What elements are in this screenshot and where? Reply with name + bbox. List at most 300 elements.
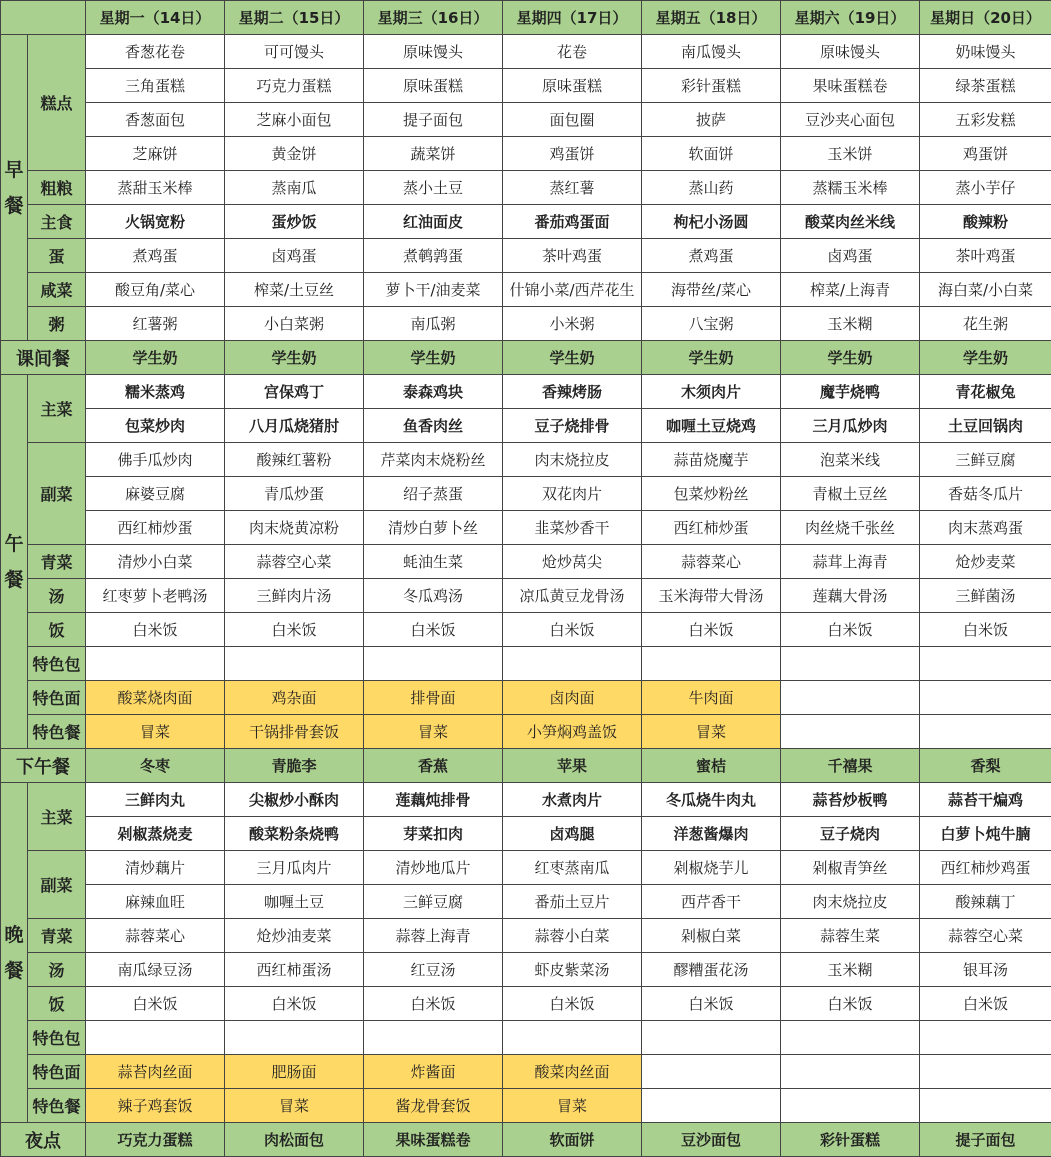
menu-cell: 蒜蓉生菜 xyxy=(781,919,920,953)
menu-cell: 果味蛋糕卷 xyxy=(364,1123,503,1157)
menu-cell: 海带丝/菜心 xyxy=(642,273,781,307)
day-header: 星期日（20日） xyxy=(920,1,1051,35)
menu-cell: 尖椒炒小酥肉 xyxy=(225,783,364,817)
menu-cell: 魔芋烧鸭 xyxy=(781,375,920,409)
menu-cell: 蒸小芋仔 xyxy=(920,171,1051,205)
menu-cell: 白米饭 xyxy=(781,987,920,1021)
menu-cell: 西红柿炒鸡蛋 xyxy=(920,851,1051,885)
menu-cell: 南瓜馒头 xyxy=(642,35,781,69)
menu-cell: 芝麻饼 xyxy=(86,137,225,171)
menu-cell: 奶味馒头 xyxy=(920,35,1051,69)
lunch-row xyxy=(1,647,1051,681)
menu-cell: 蒜蓉空心菜 xyxy=(225,545,364,579)
menu-cell: 咖喱土豆 xyxy=(225,885,364,919)
category-label: 特色餐 xyxy=(28,715,86,749)
empty-cell xyxy=(642,1021,781,1055)
menu-cell: 冒菜 xyxy=(364,715,503,749)
menu-cell: 白米饭 xyxy=(920,987,1051,1021)
menu-cell: 干锅排骨套饭 xyxy=(225,715,364,749)
menu-cell: 蒜蓉菜心 xyxy=(86,919,225,953)
menu-cell: 玉米海带大骨汤 xyxy=(642,579,781,613)
menu-cell: 学生奶 xyxy=(364,341,503,375)
meal-label: 夜点 xyxy=(1,1123,86,1157)
menu-cell: 红枣萝卜老鸭汤 xyxy=(86,579,225,613)
menu-cell: 原味馒头 xyxy=(364,35,503,69)
menu-cell: 包菜炒粉丝 xyxy=(642,477,781,511)
menu-cell: 白米饭 xyxy=(781,613,920,647)
meal-label xyxy=(1,375,28,749)
menu-cell: 鱼香肉丝 xyxy=(364,409,503,443)
category-label: 青菜 xyxy=(28,919,86,953)
meal-label-char: 午 xyxy=(4,532,24,555)
menu-cell: 肉末烧黄凉粉 xyxy=(225,511,364,545)
dinner-row xyxy=(1,987,1051,1021)
menu-cell: 洋葱酱爆肉 xyxy=(642,817,781,851)
menu-cell: 韭菜炒香干 xyxy=(503,511,642,545)
menu-cell: 凉瓜黄豆龙骨汤 xyxy=(503,579,642,613)
breakfast-row xyxy=(1,239,1051,273)
category-label: 特色包 xyxy=(28,1021,86,1055)
menu-cell: 蒜蓉空心菜 xyxy=(920,919,1051,953)
menu-cell: 榨菜/上海青 xyxy=(781,273,920,307)
menu-cell: 红枣蒸南瓜 xyxy=(503,851,642,885)
kejian-row xyxy=(1,341,1051,375)
menu-cell: 香蕉 xyxy=(364,749,503,783)
menu-cell: 原味蛋糕 xyxy=(364,69,503,103)
menu-cell: 三鲜豆腐 xyxy=(920,443,1051,477)
menu-cell: 红油面皮 xyxy=(364,205,503,239)
menu-cell: 白米饭 xyxy=(503,987,642,1021)
menu-cell: 茶叶鸡蛋 xyxy=(503,239,642,273)
menu-cell: 蒜苔炒板鸭 xyxy=(781,783,920,817)
menu-cell: 剁椒青笋丝 xyxy=(781,851,920,885)
menu-cell: 彩针蛋糕 xyxy=(642,69,781,103)
category-label: 咸菜 xyxy=(28,273,86,307)
lunch-row xyxy=(1,715,1051,749)
menu-cell: 蒜苔干煸鸡 xyxy=(920,783,1051,817)
empty-cell xyxy=(503,1021,642,1055)
menu-cell: 泰森鸡块 xyxy=(364,375,503,409)
empty-cell xyxy=(86,647,225,681)
menu-cell: 酸菜肉丝米线 xyxy=(781,205,920,239)
menu-cell: 西芹香干 xyxy=(642,885,781,919)
menu-cell: 提子面包 xyxy=(920,1123,1051,1157)
menu-cell: 宫保鸡丁 xyxy=(225,375,364,409)
menu-cell: 萝卜干/油麦菜 xyxy=(364,273,503,307)
menu-cell: 青瓜炒蛋 xyxy=(225,477,364,511)
menu-cell: 冒菜 xyxy=(225,1089,364,1123)
menu-cell: 蒜苔肉丝面 xyxy=(86,1055,225,1089)
menu-cell: 花卷 xyxy=(503,35,642,69)
menu-cell: 冬瓜鸡汤 xyxy=(364,579,503,613)
menu-cell: 西红柿蛋汤 xyxy=(225,953,364,987)
header-row xyxy=(1,1,1051,35)
category-label: 主菜 xyxy=(28,783,86,851)
menu-cell: 麻婆豆腐 xyxy=(86,477,225,511)
menu-cell: 蒜苗烧魔芋 xyxy=(642,443,781,477)
menu-cell: 鸡蛋饼 xyxy=(920,137,1051,171)
dinner-row xyxy=(1,1055,1051,1089)
menu-cell: 蚝油生菜 xyxy=(364,545,503,579)
menu-cell: 肉松面包 xyxy=(225,1123,364,1157)
menu-cell: 小米粥 xyxy=(503,307,642,341)
menu-cell: 豆子烧排骨 xyxy=(503,409,642,443)
menu-cell: 芽菜扣肉 xyxy=(364,817,503,851)
menu-cell: 白米饭 xyxy=(225,613,364,647)
menu-cell: 千禧果 xyxy=(781,749,920,783)
lunch-row xyxy=(1,681,1051,715)
dinner-row xyxy=(1,817,1051,851)
menu-cell: 枸杞小汤圆 xyxy=(642,205,781,239)
menu-cell: 酸菜粉条烧鸭 xyxy=(225,817,364,851)
day-header: 星期五（18日） xyxy=(642,1,781,35)
breakfast-row xyxy=(1,307,1051,341)
menu-cell: 香葱面包 xyxy=(86,103,225,137)
category-label: 糕点 xyxy=(28,35,86,171)
menu-cell: 巧克力蛋糕 xyxy=(225,69,364,103)
menu-cell: 酱龙骨套饭 xyxy=(364,1089,503,1123)
menu-cell: 西红柿炒蛋 xyxy=(86,511,225,545)
menu-cell: 清炒小白菜 xyxy=(86,545,225,579)
menu-cell: 巧克力蛋糕 xyxy=(86,1123,225,1157)
day-header: 星期三（16日） xyxy=(364,1,503,35)
menu-cell: 三月瓜炒肉 xyxy=(781,409,920,443)
lunch-row xyxy=(1,545,1051,579)
menu-cell: 蒜蓉菜心 xyxy=(642,545,781,579)
day-header: 星期二（15日） xyxy=(225,1,364,35)
menu-cell: 八宝粥 xyxy=(642,307,781,341)
menu-cell: 莲藕炖排骨 xyxy=(364,783,503,817)
menu-cell: 蒜蓉小白菜 xyxy=(503,919,642,953)
menu-cell: 酸菜肉丝面 xyxy=(503,1055,642,1089)
menu-cell: 提子面包 xyxy=(364,103,503,137)
dinner-row xyxy=(1,885,1051,919)
meal-label-char: 餐 xyxy=(4,959,24,982)
meal-label-char: 餐 xyxy=(4,568,24,591)
category-label: 蛋 xyxy=(28,239,86,273)
category-label: 汤 xyxy=(28,579,86,613)
empty-cell xyxy=(781,715,920,749)
menu-cell: 豆子烧肉 xyxy=(781,817,920,851)
breakfast-row xyxy=(1,273,1051,307)
menu-cell: 清炒地瓜片 xyxy=(364,851,503,885)
menu-cell: 面包圈 xyxy=(503,103,642,137)
menu-cell: 清炒白萝卜丝 xyxy=(364,511,503,545)
lunch-row xyxy=(1,477,1051,511)
empty-cell xyxy=(920,715,1051,749)
menu-cell: 玉米糊 xyxy=(781,307,920,341)
dinner-row xyxy=(1,953,1051,987)
menu-cell: 三鲜肉片汤 xyxy=(225,579,364,613)
category-label: 粗粮 xyxy=(28,171,86,205)
menu-cell: 芝麻小面包 xyxy=(225,103,364,137)
menu-cell: 学生奶 xyxy=(642,341,781,375)
menu-cell: 鸡杂面 xyxy=(225,681,364,715)
menu-cell: 披萨 xyxy=(642,103,781,137)
empty-cell xyxy=(642,1055,781,1089)
lunch-row xyxy=(1,375,1051,409)
menu-cell: 包菜炒肉 xyxy=(86,409,225,443)
menu-cell: 清炒藕片 xyxy=(86,851,225,885)
meal-label xyxy=(1,35,28,341)
menu-cell: 三鲜肉丸 xyxy=(86,783,225,817)
menu-cell: 麻辣血旺 xyxy=(86,885,225,919)
category-label: 饭 xyxy=(28,987,86,1021)
breakfast-row xyxy=(1,171,1051,205)
menu-cell: 三鲜豆腐 xyxy=(364,885,503,919)
breakfast-row xyxy=(1,137,1051,171)
menu-cell: 蒸小土豆 xyxy=(364,171,503,205)
menu-cell: 西红柿炒蛋 xyxy=(642,511,781,545)
menu-cell: 蛋炒饭 xyxy=(225,205,364,239)
category-label: 副菜 xyxy=(28,851,86,919)
menu-cell: 肉末烧拉皮 xyxy=(503,443,642,477)
menu-cell: 白米饭 xyxy=(364,987,503,1021)
menu-cell: 彩针蛋糕 xyxy=(781,1123,920,1157)
menu-cell: 青椒土豆丝 xyxy=(781,477,920,511)
lunch-row xyxy=(1,443,1051,477)
menu-cell: 学生奶 xyxy=(225,341,364,375)
empty-cell xyxy=(503,647,642,681)
menu-cell: 白萝卜炖牛腩 xyxy=(920,817,1051,851)
empty-cell xyxy=(781,1055,920,1089)
menu-cell: 肉末蒸鸡蛋 xyxy=(920,511,1051,545)
menu-cell: 卤鸡蛋 xyxy=(225,239,364,273)
category-label: 特色面 xyxy=(28,681,86,715)
menu-cell: 小白菜粥 xyxy=(225,307,364,341)
menu-cell: 豆沙面包 xyxy=(642,1123,781,1157)
menu-cell: 鸡蛋饼 xyxy=(503,137,642,171)
menu-cell: 香菇冬瓜片 xyxy=(920,477,1051,511)
menu-cell: 红薯粥 xyxy=(86,307,225,341)
empty-cell xyxy=(920,647,1051,681)
category-label: 主菜 xyxy=(28,375,86,443)
menu-cell: 苹果 xyxy=(503,749,642,783)
menu-cell: 白米饭 xyxy=(364,613,503,647)
menu-cell: 白米饭 xyxy=(225,987,364,1021)
category-label: 青菜 xyxy=(28,545,86,579)
menu-cell: 蒜茸上海青 xyxy=(781,545,920,579)
lunch-row xyxy=(1,613,1051,647)
empty-cell xyxy=(364,1021,503,1055)
menu-cell: 三月瓜肉片 xyxy=(225,851,364,885)
menu-cell: 酸辣藕丁 xyxy=(920,885,1051,919)
meal-label: 课间餐 xyxy=(1,341,86,375)
category-label: 饭 xyxy=(28,613,86,647)
menu-cell: 蒸糯玉米棒 xyxy=(781,171,920,205)
menu-cell: 酸豆角/菜心 xyxy=(86,273,225,307)
menu-cell: 酸辣红薯粉 xyxy=(225,443,364,477)
breakfast-row xyxy=(1,35,1051,69)
menu-cell: 炝炒油麦菜 xyxy=(225,919,364,953)
menu-cell: 剁椒蒸烧麦 xyxy=(86,817,225,851)
category-label: 粥 xyxy=(28,307,86,341)
menu-cell: 莲藕大骨汤 xyxy=(781,579,920,613)
menu-cell: 蒜蓉上海青 xyxy=(364,919,503,953)
empty-cell xyxy=(225,1021,364,1055)
category-label: 特色餐 xyxy=(28,1089,86,1123)
menu-cell: 火锅宽粉 xyxy=(86,205,225,239)
menu-cell: 绍子蒸蛋 xyxy=(364,477,503,511)
menu-cell: 冒菜 xyxy=(642,715,781,749)
menu-cell: 什锦小菜/西芹花生 xyxy=(503,273,642,307)
breakfast-row xyxy=(1,69,1051,103)
empty-cell xyxy=(781,647,920,681)
menu-cell: 白米饭 xyxy=(642,613,781,647)
empty-cell xyxy=(920,1089,1051,1123)
menu-cell: 土豆回锅肉 xyxy=(920,409,1051,443)
meal-label xyxy=(1,783,28,1123)
menu-cell: 蒸南瓜 xyxy=(225,171,364,205)
empty-cell xyxy=(364,647,503,681)
empty-cell xyxy=(642,647,781,681)
breakfast-row xyxy=(1,205,1051,239)
menu-cell: 白米饭 xyxy=(503,613,642,647)
category-label: 汤 xyxy=(28,953,86,987)
menu-cell: 原味馒头 xyxy=(781,35,920,69)
menu-cell: 软面饼 xyxy=(503,1123,642,1157)
menu-cell: 酸辣粉 xyxy=(920,205,1051,239)
lunch-row xyxy=(1,579,1051,613)
menu-cell: 蒸甜玉米棒 xyxy=(86,171,225,205)
menu-cell: 白米饭 xyxy=(86,987,225,1021)
menu-cell: 肥肠面 xyxy=(225,1055,364,1089)
empty-cell xyxy=(920,1021,1051,1055)
menu-cell: 蔬菜饼 xyxy=(364,137,503,171)
menu-cell: 蜜桔 xyxy=(642,749,781,783)
menu-cell: 果味蛋糕卷 xyxy=(781,69,920,103)
meal-label-char: 早 xyxy=(4,158,24,181)
menu-cell: 酸菜烧肉面 xyxy=(86,681,225,715)
menu-cell: 冒菜 xyxy=(86,715,225,749)
menu-cell: 玉米饼 xyxy=(781,137,920,171)
menu-cell: 黄金饼 xyxy=(225,137,364,171)
dinner-row xyxy=(1,783,1051,817)
menu-cell: 木须肉片 xyxy=(642,375,781,409)
empty-cell xyxy=(225,647,364,681)
menu-cell: 红豆汤 xyxy=(364,953,503,987)
menu-cell: 煮鸡蛋 xyxy=(86,239,225,273)
menu-cell: 白米饭 xyxy=(86,613,225,647)
menu-cell: 糯米蒸鸡 xyxy=(86,375,225,409)
menu-cell: 番茄土豆片 xyxy=(503,885,642,919)
menu-cell: 煮鸡蛋 xyxy=(642,239,781,273)
menu-cell: 泡菜米线 xyxy=(781,443,920,477)
menu-cell: 番茄鸡蛋面 xyxy=(503,205,642,239)
menu-cell: 豆沙夹心面包 xyxy=(781,103,920,137)
menu-cell: 香辣烤肠 xyxy=(503,375,642,409)
menu-cell: 榨菜/土豆丝 xyxy=(225,273,364,307)
category-label: 特色面 xyxy=(28,1055,86,1089)
menu-cell: 花生粥 xyxy=(920,307,1051,341)
menu-cell: 白米饭 xyxy=(920,613,1051,647)
menu-cell: 醪糟蛋花汤 xyxy=(642,953,781,987)
empty-cell xyxy=(781,681,920,715)
menu-cell: 玉米糊 xyxy=(781,953,920,987)
menu-cell: 炸酱面 xyxy=(364,1055,503,1089)
empty-cell xyxy=(781,1089,920,1123)
dinner-row xyxy=(1,919,1051,953)
dinner-row xyxy=(1,1021,1051,1055)
menu-cell: 银耳汤 xyxy=(920,953,1051,987)
menu-cell: 学生奶 xyxy=(781,341,920,375)
empty-cell xyxy=(920,1055,1051,1089)
menu-cell: 炝炒麦菜 xyxy=(920,545,1051,579)
breakfast-row xyxy=(1,103,1051,137)
dinner-row xyxy=(1,1089,1051,1123)
empty-cell xyxy=(86,1021,225,1055)
menu-cell: 学生奶 xyxy=(86,341,225,375)
meal-label: 下午餐 xyxy=(1,749,86,783)
menu-cell: 白米饭 xyxy=(642,987,781,1021)
menu-cell: 炝炒莴尖 xyxy=(503,545,642,579)
menu-cell: 卤鸡腿 xyxy=(503,817,642,851)
day-header: 星期六（19日） xyxy=(781,1,920,35)
menu-cell: 青脆李 xyxy=(225,749,364,783)
menu-cell: 八月瓜烧猪肘 xyxy=(225,409,364,443)
menu-cell: 水煮肉片 xyxy=(503,783,642,817)
menu-cell: 卤肉面 xyxy=(503,681,642,715)
menu-cell: 剁椒白菜 xyxy=(642,919,781,953)
menu-cell: 五彩发糕 xyxy=(920,103,1051,137)
menu-cell: 学生奶 xyxy=(503,341,642,375)
empty-cell xyxy=(642,1089,781,1123)
menu-cell: 双花肉片 xyxy=(503,477,642,511)
lunch-row xyxy=(1,409,1051,443)
empty-cell xyxy=(920,681,1051,715)
empty-cell xyxy=(781,1021,920,1055)
menu-cell: 香葱花卷 xyxy=(86,35,225,69)
menu-cell: 三鲜菌汤 xyxy=(920,579,1051,613)
menu-cell: 肉末烧拉皮 xyxy=(781,885,920,919)
menu-cell: 软面饼 xyxy=(642,137,781,171)
menu-cell: 小笋焖鸡盖饭 xyxy=(503,715,642,749)
dinner-row xyxy=(1,851,1051,885)
menu-cell: 南瓜粥 xyxy=(364,307,503,341)
menu-cell: 学生奶 xyxy=(920,341,1051,375)
menu-cell: 排骨面 xyxy=(364,681,503,715)
category-label: 副菜 xyxy=(28,443,86,545)
menu-cell: 冬瓜烧牛肉丸 xyxy=(642,783,781,817)
menu-cell: 肉丝烧千张丝 xyxy=(781,511,920,545)
day-header: 星期一（14日） xyxy=(86,1,225,35)
menu-cell: 咖喱土豆烧鸡 xyxy=(642,409,781,443)
menu-cell: 冒菜 xyxy=(503,1089,642,1123)
category-label: 特色包 xyxy=(28,647,86,681)
menu-cell: 煮鹌鹑蛋 xyxy=(364,239,503,273)
menu-cell: 卤鸡蛋 xyxy=(781,239,920,273)
menu-cell: 蒸红薯 xyxy=(503,171,642,205)
menu-cell: 虾皮紫菜汤 xyxy=(503,953,642,987)
menu-cell: 蒸山药 xyxy=(642,171,781,205)
menu-cell: 牛肉面 xyxy=(642,681,781,715)
meal-label-char: 餐 xyxy=(4,194,24,217)
menu-cell: 原味蛋糕 xyxy=(503,69,642,103)
yedian-row xyxy=(1,1123,1051,1157)
xiawu-row xyxy=(1,749,1051,783)
menu-cell: 绿茶蛋糕 xyxy=(920,69,1051,103)
meal-label-char: 晚 xyxy=(4,923,24,946)
menu-cell: 可可馒头 xyxy=(225,35,364,69)
menu-cell: 三角蛋糕 xyxy=(86,69,225,103)
menu-cell: 南瓜绿豆汤 xyxy=(86,953,225,987)
category-label: 主食 xyxy=(28,205,86,239)
menu-cell: 青花椒兔 xyxy=(920,375,1051,409)
menu-cell: 茶叶鸡蛋 xyxy=(920,239,1051,273)
lunch-row xyxy=(1,511,1051,545)
menu-cell: 辣子鸡套饭 xyxy=(86,1089,225,1123)
menu-cell: 芹菜肉末烧粉丝 xyxy=(364,443,503,477)
